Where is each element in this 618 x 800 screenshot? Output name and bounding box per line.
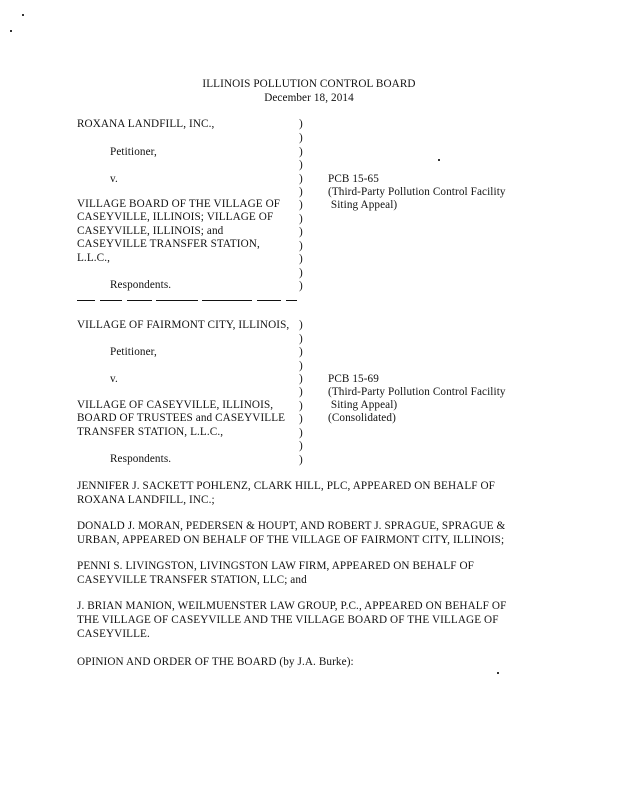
appearance-line: J. BRIAN MANION, WEILMUENSTER LAW GROUP, P.C., APPEARED ON BEHALF OF bbox=[77, 600, 507, 612]
caption-bracket: ) bbox=[299, 240, 303, 252]
caption-separator bbox=[100, 300, 122, 301]
case1-case-number: PCB 15-65 bbox=[328, 173, 379, 185]
caption-bracket: ) bbox=[299, 280, 303, 292]
appearance-line: THE VILLAGE OF CASEYVILLE AND THE VILLAGE BOARD OF THE VILLAGE OF bbox=[77, 614, 499, 626]
case1-petitioner-role: Petitioner, bbox=[110, 146, 157, 158]
scan-speck bbox=[10, 30, 12, 32]
appearance-line: URBAN, APPEARED ON BEHALF OF THE VILLAGE OF FAIRMONT CITY, ILLINOIS; bbox=[77, 534, 505, 546]
case2-case-description: Siting Appeal) bbox=[328, 399, 398, 411]
caption-bracket: ) bbox=[299, 346, 303, 358]
case1-case-description: Siting Appeal) bbox=[328, 199, 398, 211]
case1-respondent-line: CASEYVILLE TRANSFER STATION, bbox=[77, 238, 260, 250]
case2-case-description: (Consolidated) bbox=[328, 412, 396, 424]
case2-petitioner-name: VILLAGE OF FAIRMONT CITY, ILLINOIS, bbox=[77, 319, 290, 331]
decision-date: December 18, 2014 bbox=[264, 92, 354, 104]
caption-bracket: ) bbox=[299, 333, 303, 345]
caption-bracket: ) bbox=[299, 319, 303, 331]
caption-bracket: ) bbox=[299, 267, 303, 279]
caption-bracket: ) bbox=[299, 186, 303, 198]
case1-respondent-line: CASEYVILLE, ILLINOIS; and bbox=[77, 225, 224, 237]
scan-speck bbox=[497, 672, 499, 674]
caption-bracket: ) bbox=[299, 226, 303, 238]
scan-speck bbox=[438, 159, 440, 161]
case1-respondent-line: L.L.C., bbox=[77, 252, 111, 264]
caption-bracket: ) bbox=[299, 213, 303, 225]
case1-petitioner-name: ROXANA LANDFILL, INC., bbox=[77, 118, 215, 130]
case1-respondent-role: Respondents. bbox=[110, 279, 172, 291]
caption-bracket: ) bbox=[299, 118, 303, 130]
caption-separator bbox=[257, 300, 281, 301]
caption-bracket: ) bbox=[299, 373, 303, 385]
caption-bracket: ) bbox=[299, 360, 303, 372]
case2-versus: v. bbox=[110, 373, 118, 385]
case1-respondent-line: VILLAGE BOARD OF THE VILLAGE OF bbox=[77, 198, 281, 210]
board-title: ILLINOIS POLLUTION CONTROL BOARD bbox=[202, 78, 416, 90]
opinion-heading: OPINION AND ORDER OF THE BOARD (by J.A. Burke): bbox=[77, 656, 354, 668]
case2-respondent-line: TRANSFER STATION, L.L.C., bbox=[77, 426, 224, 438]
caption-bracket: ) bbox=[299, 132, 303, 144]
case2-respondent-line: BOARD OF TRUSTEES and CASEYVILLE bbox=[77, 412, 286, 424]
case1-versus: v. bbox=[110, 173, 118, 185]
case2-respondent-role: Respondents. bbox=[110, 453, 172, 465]
caption-bracket: ) bbox=[299, 454, 303, 466]
scan-speck bbox=[22, 14, 24, 16]
caption-bracket: ) bbox=[299, 440, 303, 452]
caption-bracket: ) bbox=[299, 386, 303, 398]
caption-separator bbox=[77, 300, 95, 301]
case2-petitioner-role: Petitioner, bbox=[110, 346, 157, 358]
caption-separator bbox=[156, 300, 198, 301]
appearance-line: ROXANA LANDFILL, INC.; bbox=[77, 494, 215, 506]
case2-case-description: (Third-Party Pollution Control Facility bbox=[328, 386, 506, 398]
appearance-line: CASEYVILLE TRANSFER STATION, LLC; and bbox=[77, 574, 307, 586]
caption-bracket: ) bbox=[299, 146, 303, 158]
appearance-line: DONALD J. MORAN, PEDERSEN & HOUPT, AND ROBERT J. SPRAGUE, SPRAGUE & bbox=[77, 520, 506, 532]
caption-bracket: ) bbox=[299, 159, 303, 171]
case2-respondent-line: VILLAGE OF CASEYVILLE, ILLINOIS, bbox=[77, 399, 274, 411]
appearance-line: JENNIFER J. SACKETT POHLENZ, CLARK HILL, PLC, APPEARED ON BEHALF OF bbox=[77, 480, 495, 492]
caption-separator bbox=[286, 300, 297, 301]
appearance-line: CASEYVILLE. bbox=[77, 628, 150, 640]
caption-bracket: ) bbox=[299, 253, 303, 265]
caption-separator bbox=[202, 300, 252, 301]
case1-respondent-line: CASEYVILLE, ILLINOIS; VILLAGE OF bbox=[77, 211, 274, 223]
case1-case-description: (Third-Party Pollution Control Facility bbox=[328, 186, 506, 198]
caption-separator bbox=[127, 300, 152, 301]
caption-bracket: ) bbox=[299, 173, 303, 185]
case2-case-number: PCB 15-69 bbox=[328, 373, 379, 385]
caption-bracket: ) bbox=[299, 400, 303, 412]
caption-bracket: ) bbox=[299, 199, 303, 211]
caption-bracket: ) bbox=[299, 413, 303, 425]
appearance-line: PENNI S. LIVINGSTON, LIVINGSTON LAW FIRM, APPEARED ON BEHALF OF bbox=[77, 560, 474, 572]
caption-bracket: ) bbox=[299, 427, 303, 439]
